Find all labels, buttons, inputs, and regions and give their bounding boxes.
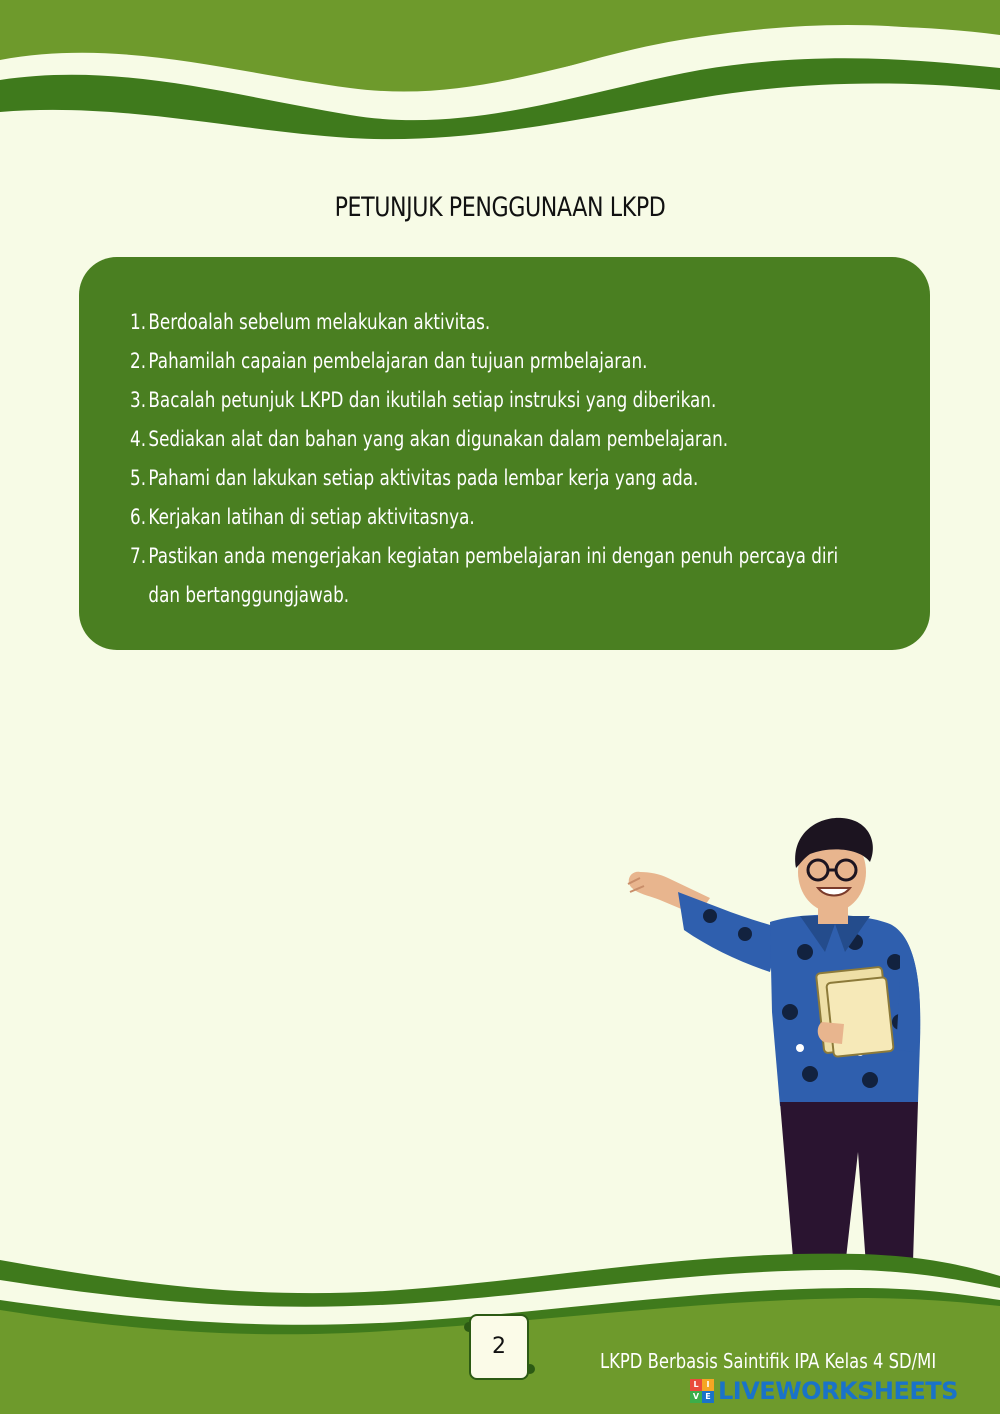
instruction-text: Bacalah petunjuk LKPD dan ikutilah setiap instruksi yang diberikan. — [148, 388, 717, 412]
instruction-text: dan bertanggungjawab. — [148, 583, 350, 607]
teacher-illustration-icon — [620, 812, 940, 1294]
instruction-item-continued — [130, 576, 754, 615]
liveworksheets-brand — [690, 1376, 958, 1406]
instruction-number: 4. — [130, 427, 147, 451]
logo-letter: I — [702, 1379, 714, 1391]
instruction-number: 3. — [130, 388, 147, 412]
instruction-number: 2. — [130, 349, 147, 373]
instruction-item — [130, 381, 754, 420]
instruction-text: Pahami dan lakukan setiap aktivitas pada lembar kerja yang ada. — [148, 466, 699, 490]
top-wave-decoration — [0, 0, 1000, 150]
instruction-item — [130, 303, 754, 342]
page-number: 2 — [469, 1314, 529, 1380]
instruction-number: 5. — [130, 466, 147, 490]
instruction-text: Pastikan anda mengerjakan kegiatan pembelajaran ini dengan penuh percaya diri — [148, 544, 839, 568]
instruction-text: Berdoalah sebelum melakukan aktivitas. — [148, 310, 491, 334]
logo-letter: V — [690, 1391, 702, 1403]
instruction-item — [130, 342, 754, 381]
instruction-text: Pahamilah capaian pembelajaran dan tujuan prmbelajaran. — [148, 349, 648, 373]
instruction-item — [130, 498, 754, 537]
instruction-number: 1. — [130, 310, 147, 334]
liveworksheets-wordmark: LIVEWORKSHEETS — [718, 1377, 958, 1405]
instruction-number: 6. — [130, 505, 147, 529]
instruction-item — [130, 420, 754, 459]
page-title: PETUNJUK PENGGUNAAN LKPD — [334, 192, 666, 223]
instruction-number: 7. — [130, 544, 147, 568]
instruction-text: Kerjakan latihan di setiap aktivitasnya. — [148, 505, 475, 529]
logo-letter: E — [702, 1391, 714, 1403]
instructions-list — [130, 303, 910, 615]
instruction-item — [130, 537, 839, 576]
instruction-text: Sediakan alat dan bahan yang akan digunakan dalam pembelajaran. — [148, 427, 729, 451]
footer-document-label: LKPD Berbasis Saintifik IPA Kelas 4 SD/MI — [600, 1349, 937, 1373]
instruction-item — [130, 459, 754, 498]
liveworksheets-logo-icon — [690, 1379, 714, 1403]
logo-letter: L — [690, 1379, 702, 1391]
